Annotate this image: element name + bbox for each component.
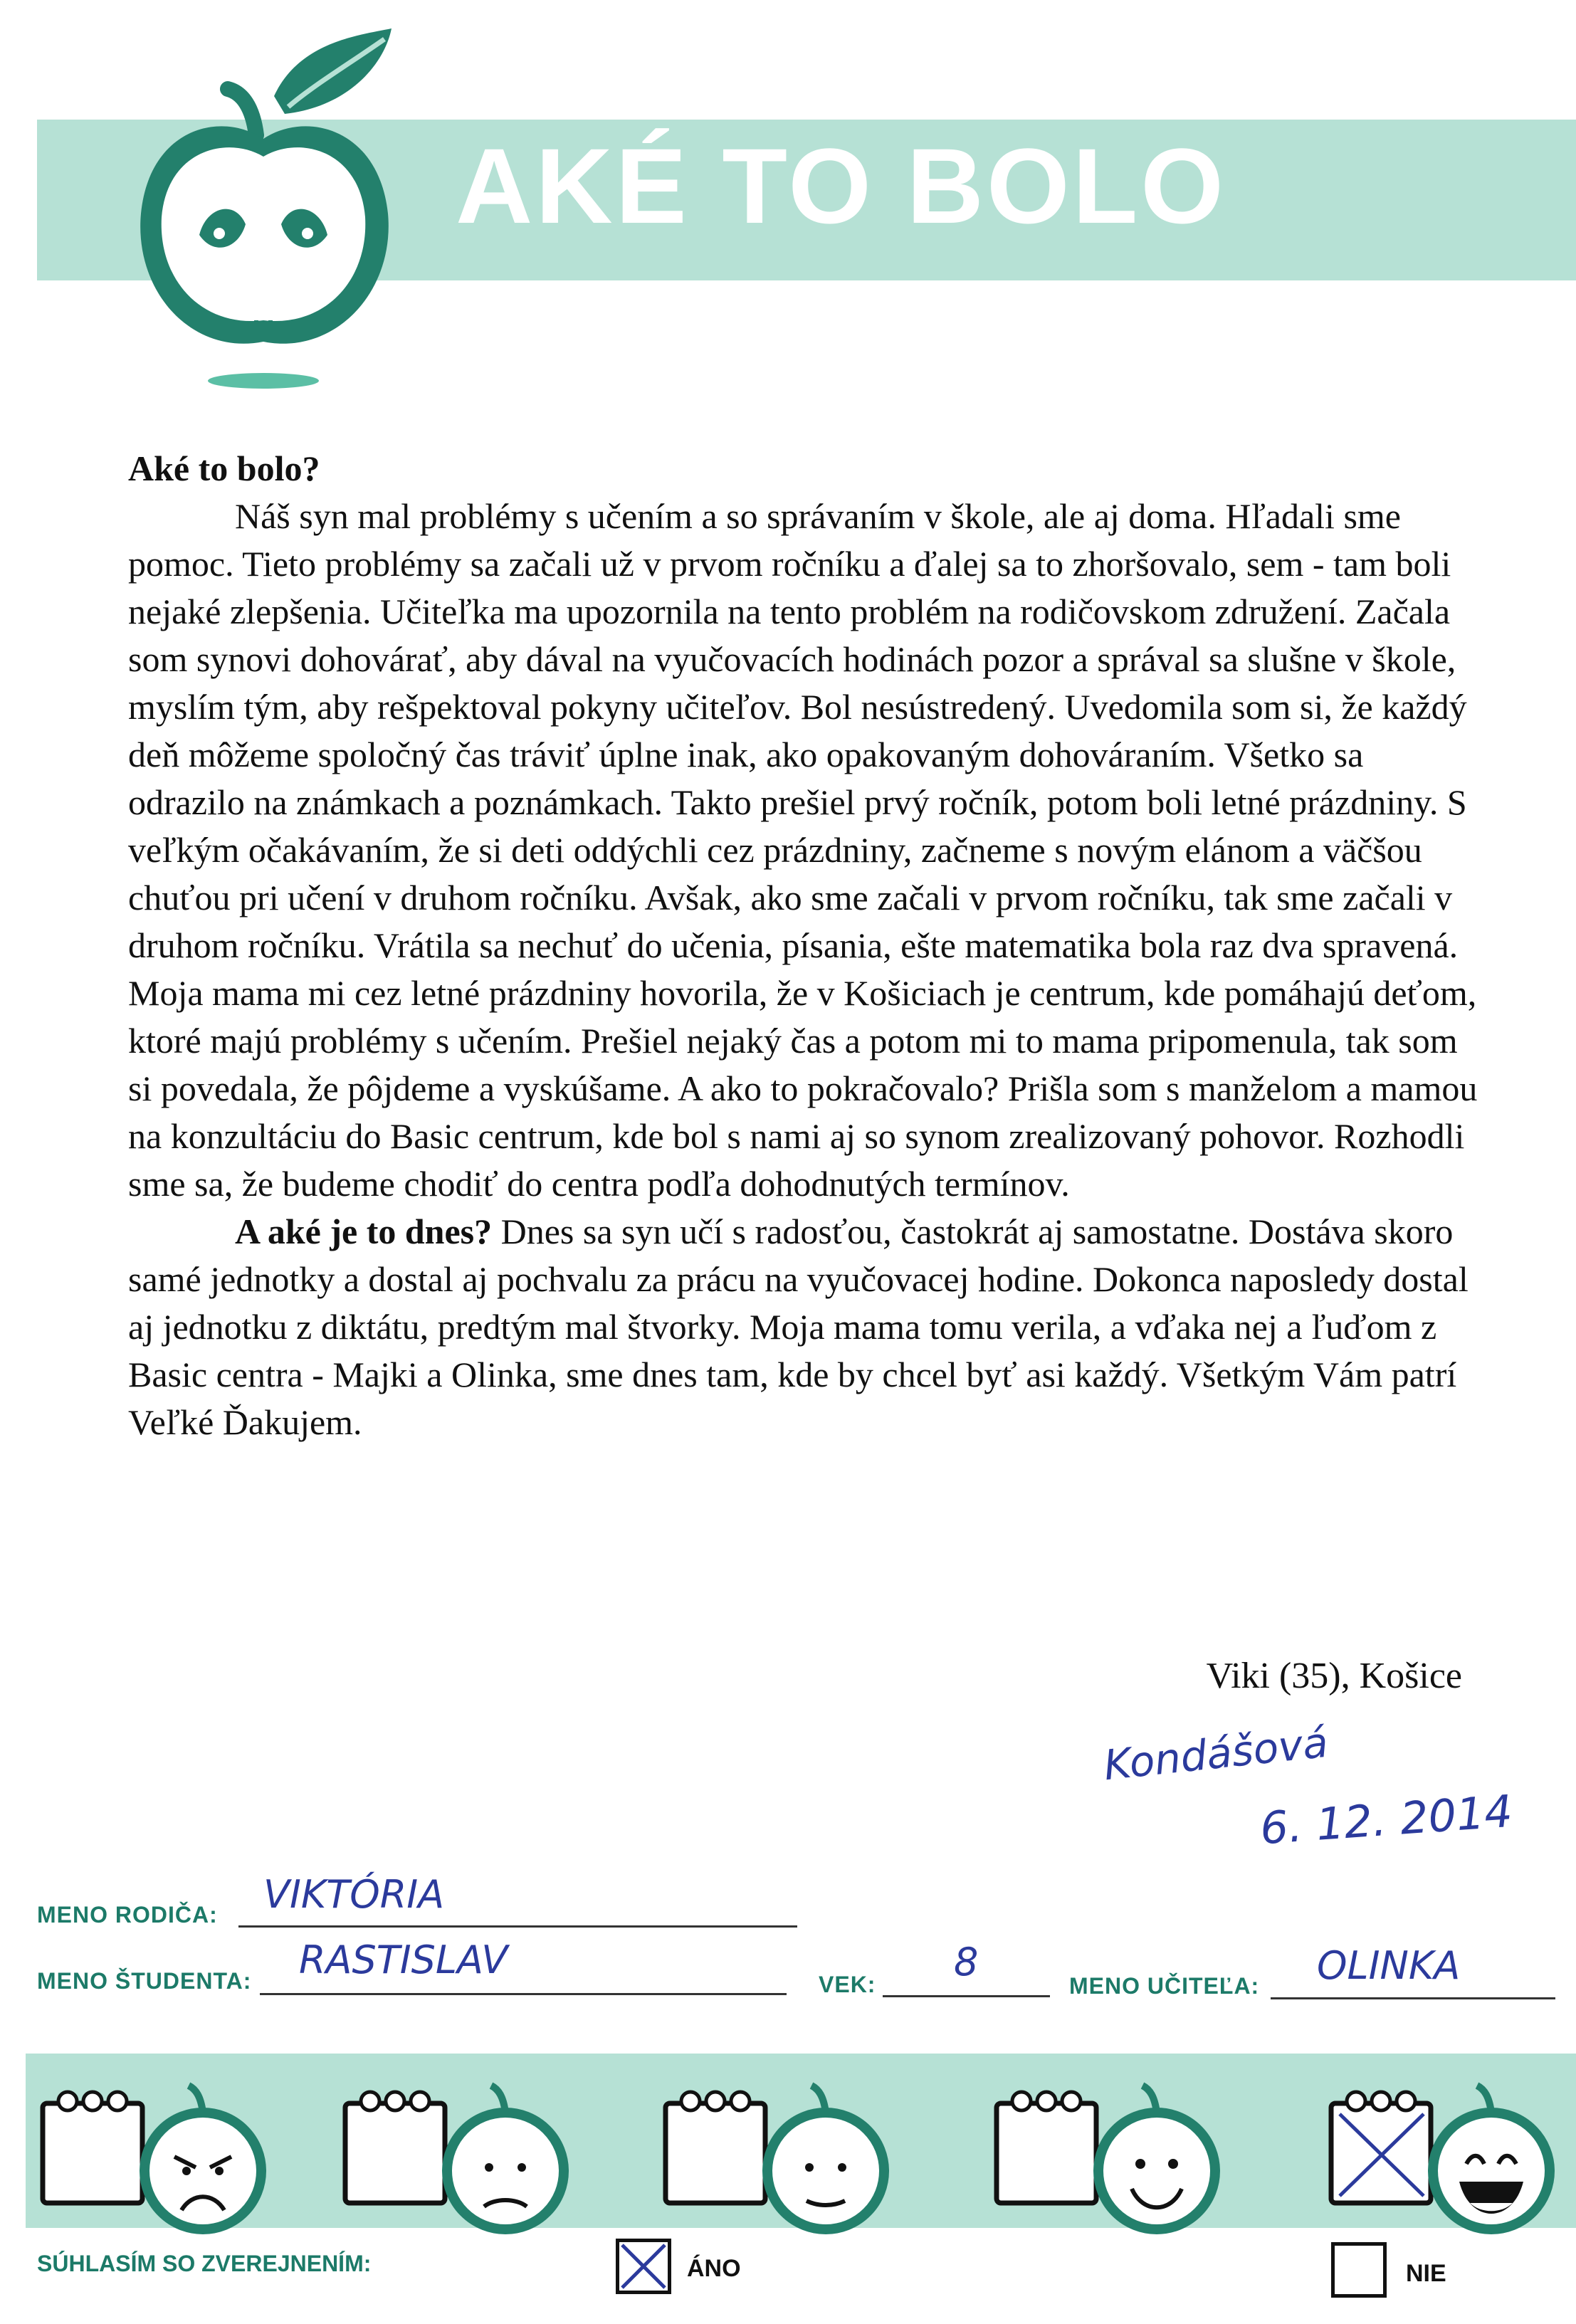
handwritten-date: 6. 12. 2014 [1258, 1784, 1515, 1855]
student-name-field[interactable]: RASTISLAV [299, 1937, 508, 1982]
article-signature: Viki (35), Košice [1206, 1656, 1462, 1696]
consent-yes-checkbox[interactable] [616, 2239, 671, 2294]
consent-label: SÚHLASÍM SO ZVEREJNENÍM: [37, 2251, 372, 2276]
apple-logo [121, 21, 420, 391]
check-x-icon [619, 2242, 668, 2291]
teacher-name-field[interactable]: OLINKA [1317, 1943, 1461, 1988]
age-field[interactable]: 8 [954, 1940, 979, 1984]
teacher-name-line [1271, 1997, 1555, 1999]
rating-option-happy[interactable] [989, 2064, 1224, 2242]
article-heading: Aké to bolo? [128, 448, 320, 488]
parent-name-line [238, 1925, 797, 1928]
rating-option-unhappy[interactable] [338, 2064, 573, 2242]
consent-no-checkbox[interactable] [1331, 2242, 1387, 2298]
age-label: VEK: [819, 1972, 876, 1997]
paragraph-2-lead: A aké je to dnes? [235, 1211, 493, 1251]
paragraph-2-text: Dnes sa syn učí s radosťou, častokrát aj samostatne. Dostáva skoro samé jednotky a dostal aj pochvalu za prácu na vyučovacej hodine. Dokonca naposledy dostal aj jednotku z diktátu, predtým mal štvorky. Moja mama tomu verila, a vďaka nej a ľuďom z Basic centra - Majki a Olinka, sme dnes tam, kde by chcel byť asi každý. Všetkým Vám patrí Veľké Ďakujem. [128, 1211, 1469, 1442]
teacher-name-label: MENO UČITEĽA: [1069, 1973, 1260, 1999]
age-line [883, 1995, 1050, 1997]
student-name-line [260, 1993, 787, 1995]
student-name-label: MENO ŠTUDENTA: [37, 1968, 252, 1994]
consent-no-label: NIE [1406, 2260, 1446, 2287]
page-title: AKÉ TO BOLO [456, 126, 1226, 246]
article-paragraph-1: Náš syn mal problémy s učením a so správaním v škole, ale aj doma. Hľadali sme pomoc. Tieto problémy sa začali už v prvom ročníku a ďalej sa to zhoršovalo, sem - tam boli nejaké zlepšenia. Učiteľka ma upozornila na tento problém na rodičovskom združení. Začala som synovi dohovárať, aby dával na vyučovacích hodinách pozor a správal sa slušne v škole, myslím tým, aby rešpektoval pokyny učiteľov. Bol nesústredený. Uvedomila som si, že každý deň môžeme spoločný čas tráviť úplne inak, ako opakovaným dohováraním. Všetko sa odrazilo na známkach a poznámkach. Takto prešiel prvý ročník, potom boli letné prázdniny. S veľkým očakávaním, že si deti oddýchli cez prázdniny, začneme s novým elánom a väčšou chuťou pri učení v druhom ročníku. Avšak, ako sme začali v prvom ročníku, tak sme začali v druhom ročníku. Vrátila sa nechuť do učenia, písania, ešte matematika bola raz dva spravená. Moja mama mi cez letné prázdniny hovorila, že v Košiciach je centrum, kde pomáhajú deťom, ktoré majú problémy s učením. Prešiel nejaký čas a potom mi to mama pripomenula, tak som si povedala, že pôjdeme a vyskúšame. A ako to pokračovalo? Prišla som s manželom a mamou na konzultáciu do Basic centrum, kde bol s nami aj so synom zrealizovaný pohovor. Rozhodli sme sa, že budeme chodiť do centra podľa dohodnutých termínov. [128, 496, 1478, 1204]
rating-option-neutral[interactable] [658, 2064, 893, 2242]
parent-name-label: MENO RODIČA: [37, 1902, 218, 1928]
parent-name-field[interactable]: VIKTÓRIA [263, 1872, 445, 1917]
handwritten-signature: Kondášová [1101, 1718, 1330, 1790]
rating-option-very-happy[interactable] [1324, 2064, 1559, 2242]
rating-option-very-unhappy[interactable] [36, 2064, 270, 2242]
article-body [128, 445, 1481, 1446]
consent-yes-label: ÁNO [687, 2255, 741, 2282]
article-paragraph-2 [128, 1208, 1481, 1446]
